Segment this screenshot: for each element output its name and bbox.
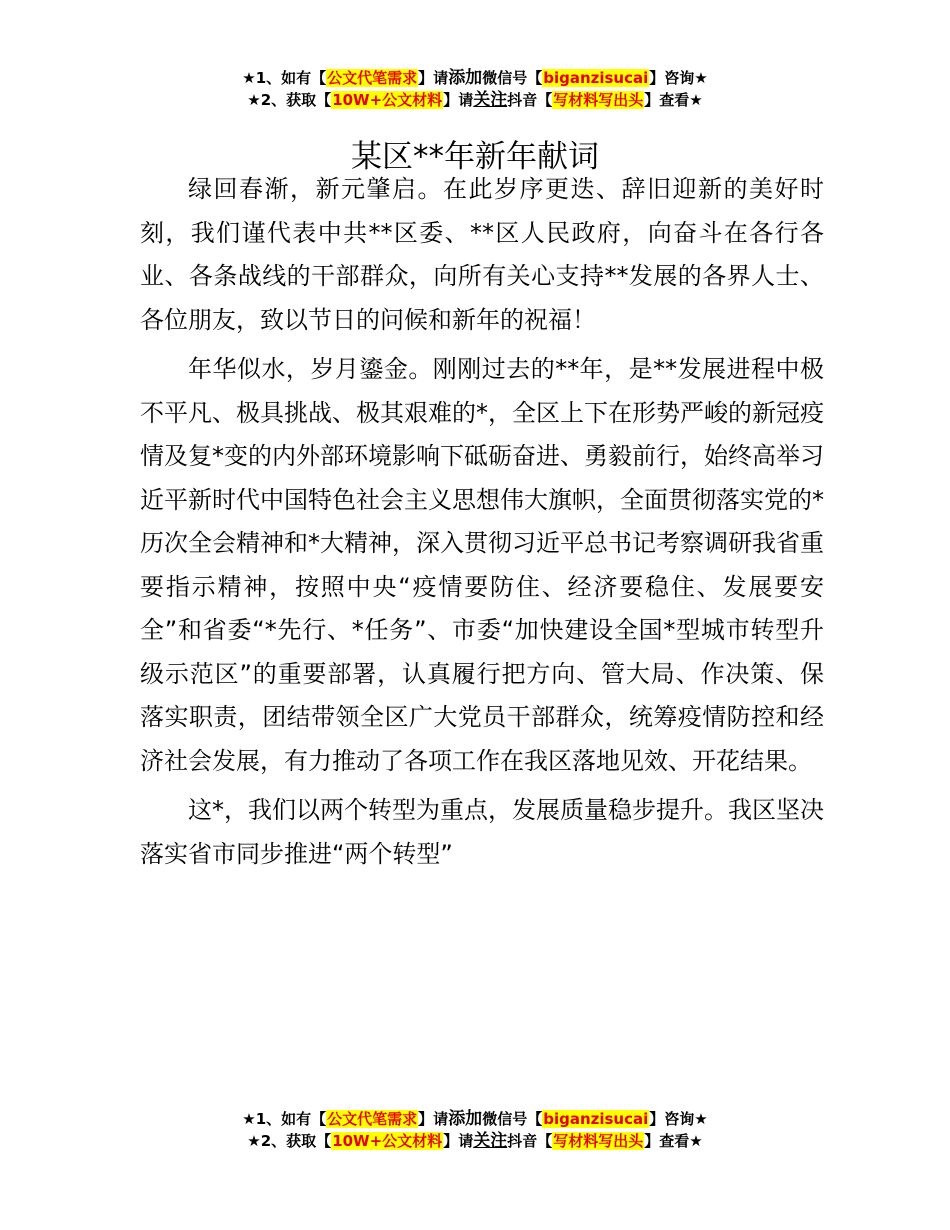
promo-text: 】咨询★ — [649, 69, 708, 87]
promo-highlight-service: 公文代笔需求 — [327, 1110, 418, 1128]
header-promo-banner — [0, 67, 950, 111]
promo-line-1 — [0, 67, 950, 89]
promo-text: ★1、如有【 — [242, 69, 327, 87]
promo-emphasis: 关注 — [473, 90, 508, 110]
promo-text: ★2、获取【 — [247, 1132, 332, 1150]
document-title: 某区**年新年献词 — [351, 138, 599, 175]
promo-highlight-materials: 10W+公文材料 — [332, 91, 443, 109]
promo-text: 微信号【 — [482, 69, 543, 87]
promo-emphasis: 添加 — [448, 68, 483, 88]
promo-highlight-wechat-id: biganzisucai — [543, 1110, 649, 1128]
promo-line-2 — [0, 89, 950, 111]
promo-text: 】请 — [443, 1132, 474, 1150]
promo-highlight-douyin: 写材料写出头 — [553, 91, 644, 109]
promo-highlight-service: 公文代笔需求 — [327, 69, 418, 87]
promo-highlight-wechat-id: biganzisucai — [543, 69, 649, 87]
promo-text: ★2、获取【 — [247, 91, 332, 109]
promo-text: 】查看★ — [644, 91, 703, 109]
promo-text: 】请 — [443, 91, 474, 109]
promo-text: 微信号【 — [482, 1110, 543, 1128]
promo-text: 】查看★ — [644, 1132, 703, 1150]
body-paragraph-1: 绿回春渐，新元肇启。在此岁序更迭、辞旧迎新的美好时刻，我们谨代表中共**区委、**区人民政府，向奋斗在各行各业、各条战线的干部群众，向所有关心支持**发展的各界人士、各位朋友，致以节日的问候和新年的祝福！ — [140, 175, 824, 334]
promo-line-1 — [0, 1108, 950, 1130]
document-body — [140, 168, 824, 876]
promo-text: 】请 — [418, 69, 449, 87]
promo-text: ★1、如有【 — [242, 1110, 327, 1128]
footer-promo-banner — [0, 1108, 950, 1152]
promo-text: 抖音【 — [507, 1132, 553, 1150]
promo-text: 抖音【 — [507, 91, 553, 109]
promo-text: 】请 — [418, 1110, 449, 1128]
promo-emphasis: 添加 — [448, 1109, 483, 1129]
promo-line-2 — [0, 1130, 950, 1152]
promo-highlight-douyin: 写材料写出头 — [553, 1132, 644, 1150]
body-paragraph-3: 这*，我们以两个转型为重点，发展质量稳步提升。我区坚决落实省市同步推进“两个转型” — [140, 796, 824, 868]
promo-highlight-materials: 10W+公文材料 — [332, 1132, 443, 1150]
body-paragraph-2: 年华似水，岁月鎏金。刚刚过去的**年，是**发展进程中极不平凡、极具挑战、极其艰难的*，全区上下在形势严峻的新冠疫情及复*变的内外部环境影响下砥砺奋进、勇毅前行，始终高举习近平新时代中国特色社会主义思想伟大旗帜，全面贯彻落实党的*历次全会精神和*大精神，深入贯彻习近平总书记考察调研我省重要指示精神，按照中央“疫情要防住、经济要稳住、发展要安全”和省委“*先行、*任务”、市委“加快建设全国*型城市转型升级示范区”的重要部署，认真履行把方向、管大局、作决策、保落实职责，团结带领全区广大党员干部群众，统筹疫情防控和经济社会发展，有力推动了各项工作在我区落地见效、开花结果。 — [140, 355, 824, 775]
promo-emphasis: 关注 — [473, 1131, 508, 1151]
promo-text: 】咨询★ — [649, 1110, 708, 1128]
